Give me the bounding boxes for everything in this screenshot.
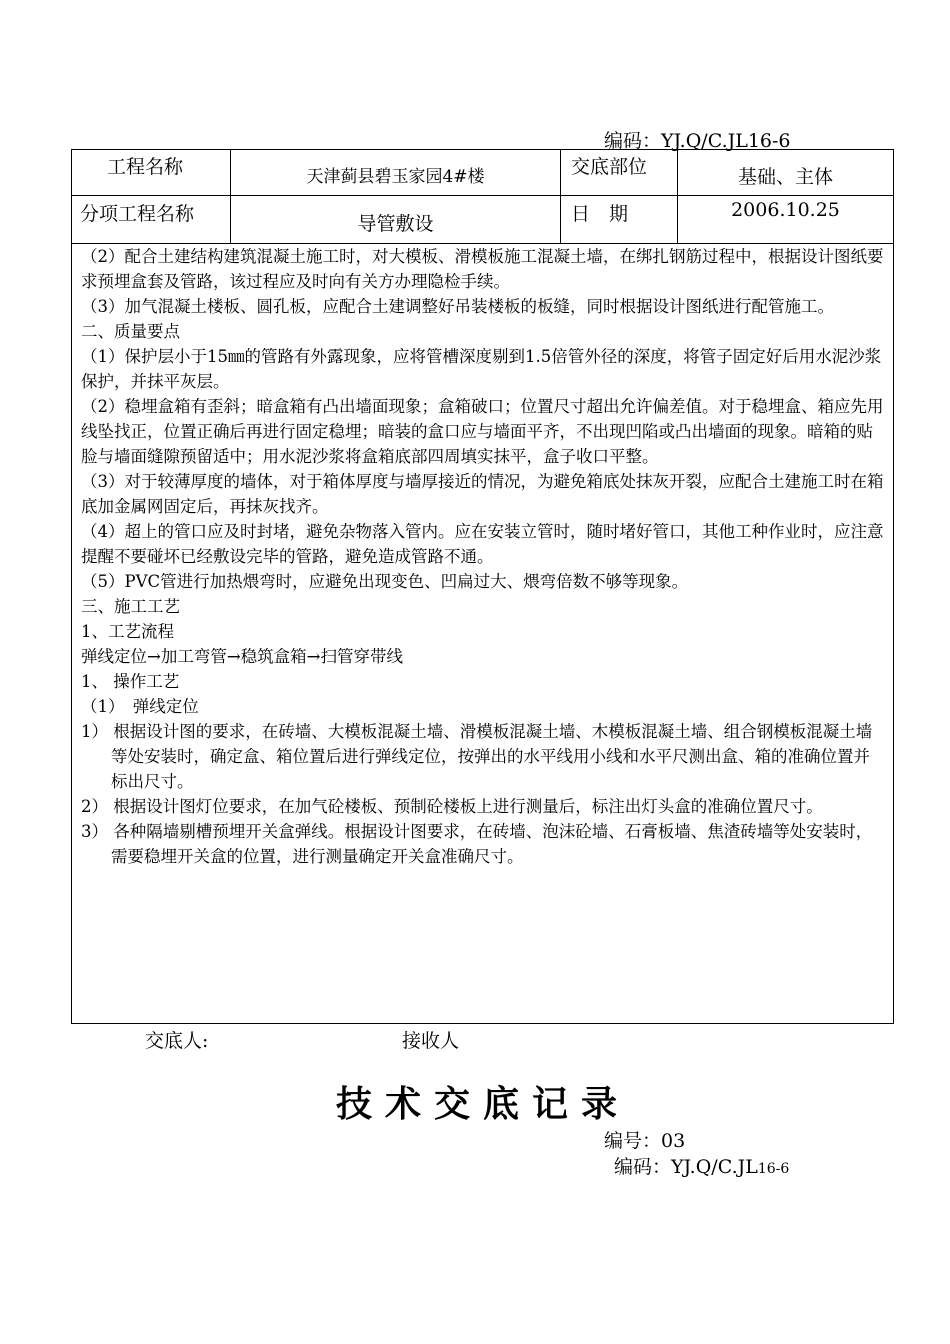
step-heading: （1） 弹线定位 xyxy=(81,697,199,716)
subproject-name-value: 导管敷设 xyxy=(231,196,561,244)
row-subproject xyxy=(72,196,894,244)
document-title: 技术交底记录 xyxy=(336,1083,631,1125)
receiver-label: 接收人 xyxy=(402,1030,460,1052)
subproject-name-label: 分项工程名称 xyxy=(72,196,231,244)
content-line: （4）超上的管口应及时封堵，避免杂物落入管内。应在安装立管时，随时堵好管口，其他工种作业时，应注意提醒不要碰坏已经敷设完毕的管路，避免造成管路不通。 xyxy=(81,522,884,566)
subsection-heading: 1、工艺流程 xyxy=(81,622,174,641)
project-name-label: 工程名称 xyxy=(72,150,231,196)
content-line: （3）加气混凝土楼板、圆孔板，应配合土建调整好吊装楼板的板缝，同时根据设计图纸进行配管施工。 xyxy=(81,297,834,316)
section-heading: 二、质量要点 xyxy=(81,322,180,341)
date-label: 日 期 xyxy=(561,196,678,244)
content-line: （3）对于较薄厚度的墙体，对于箱体厚度与墙厚接近的情况，为避免箱底处抹灰开裂，应配合土建施工时在箱底加金属网固定后，再抹灰找齐。 xyxy=(81,472,884,516)
content-line: （2）稳埋盒箱有歪斜；暗盒箱有凸出墙面现象；盒箱破口；位置尺寸超出允许偏差值。对于稳埋盒、箱应先用线坠找正，位置正确后再进行固定稳埋；暗装的盒口应与墙面平齐，不出现凹陷或凸出墙面的现象。暗箱的贴脸与墙面缝隙预留适中；用水泥沙浆将盒箱底部四周填实抹平，盒子收口平整。 xyxy=(81,397,884,466)
row-content xyxy=(72,244,894,1024)
handover-part-value: 基础、主体 xyxy=(678,150,894,196)
handover-part-label: 交底部位 xyxy=(561,150,678,196)
code-bottom-main: 编码：YJ.Q/C.JL xyxy=(614,1156,758,1178)
process-flow: 弹线定位→加工弯管→稳筑盒箱→扫管穿带线 xyxy=(81,647,403,666)
section-heading: 三、施工工艺 xyxy=(81,597,180,616)
step-item: 2） 根据设计图灯位要求，在加气砼楼板、预制砼楼板上进行测量后，标注出灯头盒的准确位置尺寸。 xyxy=(81,797,823,816)
date-value: 2006.10.25 xyxy=(678,196,894,244)
row-project xyxy=(72,150,894,196)
subsection-heading: 1、 操作工艺 xyxy=(81,672,180,691)
content-line: （2）配合土建结构建筑混凝土施工时，对大模板、滑模板施工混凝土墙，在绑扎钢筋过程中，根据设计图纸要求预埋盒套及管路，该过程应及时向有关方办理隐检手续。 xyxy=(81,247,884,291)
step-item: 3） 各种隔墙剔槽预埋开关盒弹线。根据设计图要求，在砖墙、泡沫砼墙、石膏板墙、焦渣砖墙等处安装时，需要稳埋开关盒的位置，进行测量确定开关盒准确尺寸。 xyxy=(81,822,873,866)
document-code-top: 编码：YJ.Q/C.JL16-6 xyxy=(604,130,791,152)
code-bottom-suffix: 16-6 xyxy=(757,1161,790,1177)
handover-person-label: 交底人: xyxy=(145,1030,209,1052)
document-code-bottom xyxy=(614,1152,789,1179)
step-item: 1） 根据设计图的要求，在砖墙、大模板混凝土墙、滑模板混凝土墙、木模板混凝土墙、组合钢模板混凝土墙等处安装时，确定盒、箱位置后进行弹线定位，按弹出的水平线用小线和水平尺测出盒、箱的准确位置并标出尺寸。 xyxy=(81,722,873,791)
project-name-value: 天津蓟县碧玉家园4#楼 xyxy=(231,150,561,196)
document-number: 编号：03 xyxy=(604,1130,686,1152)
content-cell xyxy=(72,244,894,1024)
content-line: （1）保护层小于15㎜的管路有外露现象，应将管槽深度剔到1.5倍管外径的深度，将管子固定好后用水泥沙浆保护，并抹平灰层。 xyxy=(81,347,882,391)
handover-table xyxy=(71,149,894,1024)
content-line: （5）PVC管进行加热煨弯时，应避免出现变色、凹扁过大、煨弯倍数不够等现象。 xyxy=(81,572,689,591)
